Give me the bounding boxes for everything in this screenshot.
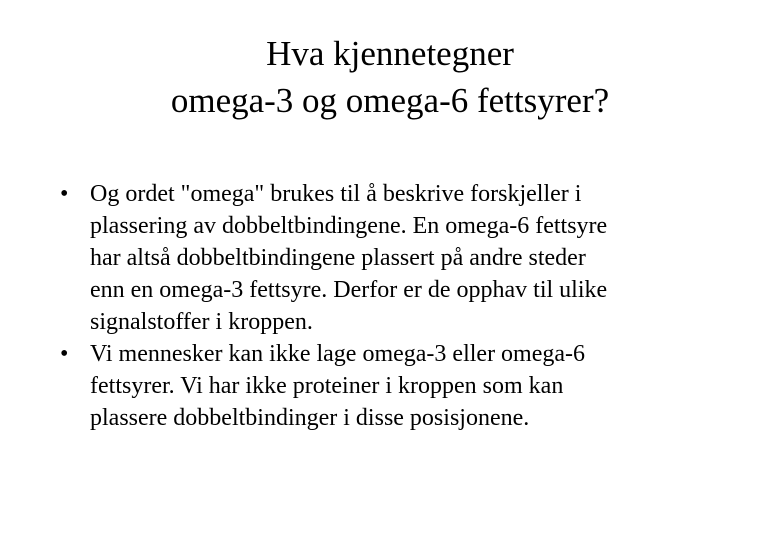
bullet-text xyxy=(90,338,738,434)
bullet-item xyxy=(58,338,738,434)
bullet-line: fettsyrer. Vi har ikke proteiner i kroppen som kan xyxy=(90,373,564,399)
bullet-line: plassere dobbeltbindinger i disse posisjonene. xyxy=(90,405,530,431)
slide-title-line: omega-3 og omega-6 fettsyrer? xyxy=(170,81,610,120)
bullet-list xyxy=(58,178,738,434)
bullet-dot-icon: • xyxy=(60,341,69,367)
bullet-line: Og ordet "omega" brukes til å beskrive forskjeller i xyxy=(90,181,582,207)
slide-title-line: Hva kjennetegner xyxy=(266,34,514,73)
bullet-line: har altså dobbeltbindingene plassert på andre steder xyxy=(90,245,586,271)
bullet-text xyxy=(90,178,738,338)
bullet-line: signalstoffer i kroppen. xyxy=(90,309,313,335)
slide-title xyxy=(60,30,720,124)
bullet-line: plassering av dobbeltbindingene. En omega-6 fettsyre xyxy=(90,213,608,239)
bullet-item xyxy=(58,178,738,338)
bullet-line: Vi mennesker kan ikke lage omega-3 eller omega-6 xyxy=(90,341,586,367)
bullet-dot-icon: • xyxy=(60,181,69,207)
bullet-line: enn en omega-3 fettsyre. Derfor er de opphav til ulike xyxy=(90,277,608,303)
